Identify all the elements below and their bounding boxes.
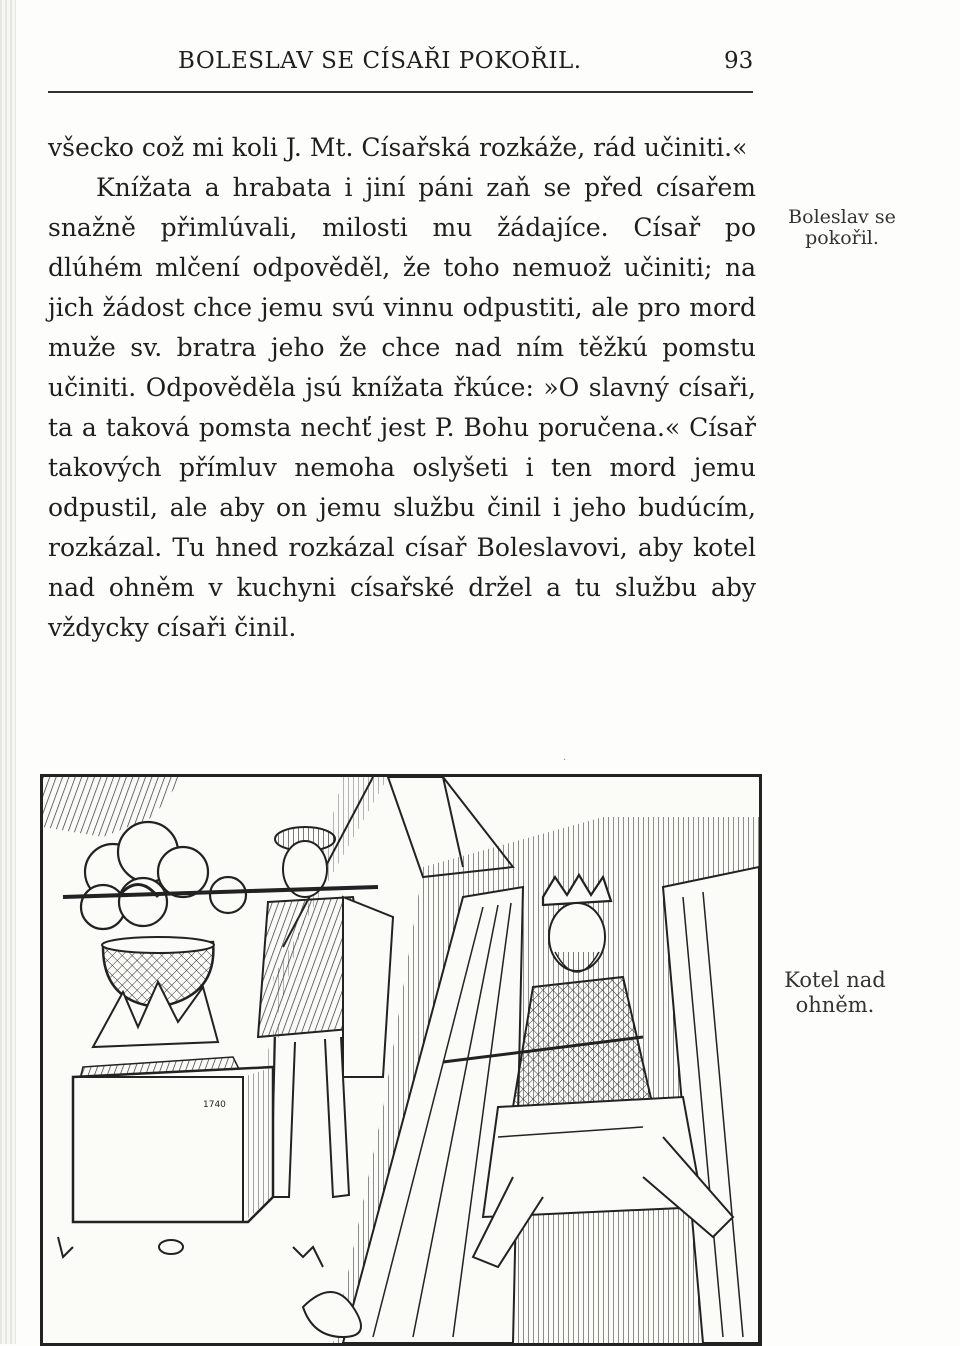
ground-details bbox=[58, 1237, 361, 1337]
ink-speck: · bbox=[563, 755, 567, 766]
header-rule bbox=[48, 91, 753, 93]
hearth-block bbox=[73, 1067, 273, 1222]
page-edge-shadow bbox=[0, 0, 16, 1344]
woodcut-drawing bbox=[43, 777, 759, 1343]
margin-note-boleslav: Boleslav se pokořil. bbox=[788, 206, 896, 249]
paragraph-1: Knížata a hrabata i jiní páni zaň se před císařem snažně přimlúvali, milosti mu žádajíce. Císař po dlúhém mlčení odpověděl, že toho nemuož učiniti; na jich žádost chce jemu svú vinnu odpustiti, ale pro mord muže sv. bratra jeho že chce nad ním těžkú pomstu učiniti. Odpověděla jsú knížata řkúce: »O slavný císaři, ta a taková pomsta nechť jest P. Bohu poručena.« Císař takových přímluv nemoha oslyšeti i ten mord jemu odpustil, ale aby on jemu službu činil i jeho budúcím, rozkázal. Tu hned rozkázal císař Boleslavovi, aby kotel nad ohněm v kuchyni císařské držel a tu službu aby vždycky císaři činil. bbox=[48, 173, 756, 642]
woodcut-illustration bbox=[40, 774, 762, 1346]
smoke-clouds bbox=[81, 822, 246, 929]
main-text bbox=[48, 128, 756, 648]
running-title: BOLESLAV SE CÍSAŘI POKOŘIL. bbox=[178, 48, 582, 74]
woodcut-inscription: 1740 bbox=[203, 1100, 226, 1110]
paragraph-continuation: všecko což mi koli J. Mt. Císařská rozkáže, rád učiniti.« bbox=[48, 133, 748, 162]
margin-note-kotel: Kotel nad ohněm. bbox=[784, 968, 886, 1017]
page-number: 93 bbox=[724, 48, 754, 74]
